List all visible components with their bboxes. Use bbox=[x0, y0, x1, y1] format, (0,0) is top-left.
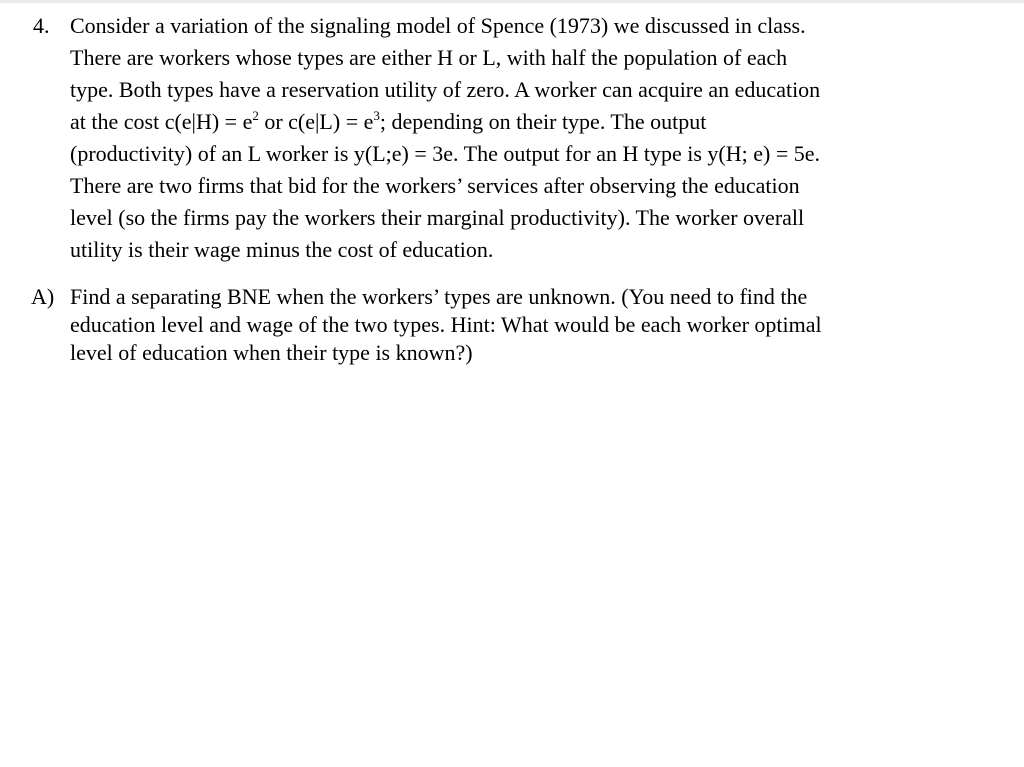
question-line-5: (productivity) of an L worker is y(L;e) = 3e. The output for an H type is y(H; e) = 5e. bbox=[70, 141, 820, 166]
question-line-8: utility is their wage minus the cost of education. bbox=[70, 237, 494, 262]
exponent-l: 3 bbox=[373, 108, 380, 123]
part-a-line-3: level of education when their type is known?) bbox=[70, 340, 473, 365]
document-page bbox=[0, 10, 1024, 367]
question-line-2: There are workers whose types are either H or L, with half the population of each bbox=[70, 45, 788, 70]
question-line-1: Consider a variation of the signaling model of Spence (1973) we discussed in class. bbox=[70, 13, 806, 38]
question-line-6: There are two firms that bid for the workers’ services after observing the education bbox=[70, 173, 800, 198]
part-a-line-1: Find a separating BNE when the workers’ types are unknown. (You need to find the bbox=[70, 284, 808, 309]
question-line-4: at the cost $c(e|H) = e^2$ or $c(e|L) = e^3$; depending on their type. The output bbox=[70, 108, 707, 134]
part-a bbox=[0, 283, 930, 367]
question-4 bbox=[0, 10, 930, 266]
question-line-3: type. Both types have a reservation utility of zero. A worker can acquire an education bbox=[70, 77, 821, 102]
part-a-line-2: education level and wage of the two types. Hint: What would be each worker optimal bbox=[70, 312, 822, 337]
question-number: 4. bbox=[33, 13, 50, 38]
page-top-border bbox=[0, 0, 1024, 3]
part-a-label: A) bbox=[31, 284, 55, 309]
question-line-7: level (so the firms pay the workers their marginal productivity). The worker overall bbox=[70, 205, 805, 230]
exponent-h: 2 bbox=[252, 108, 259, 123]
